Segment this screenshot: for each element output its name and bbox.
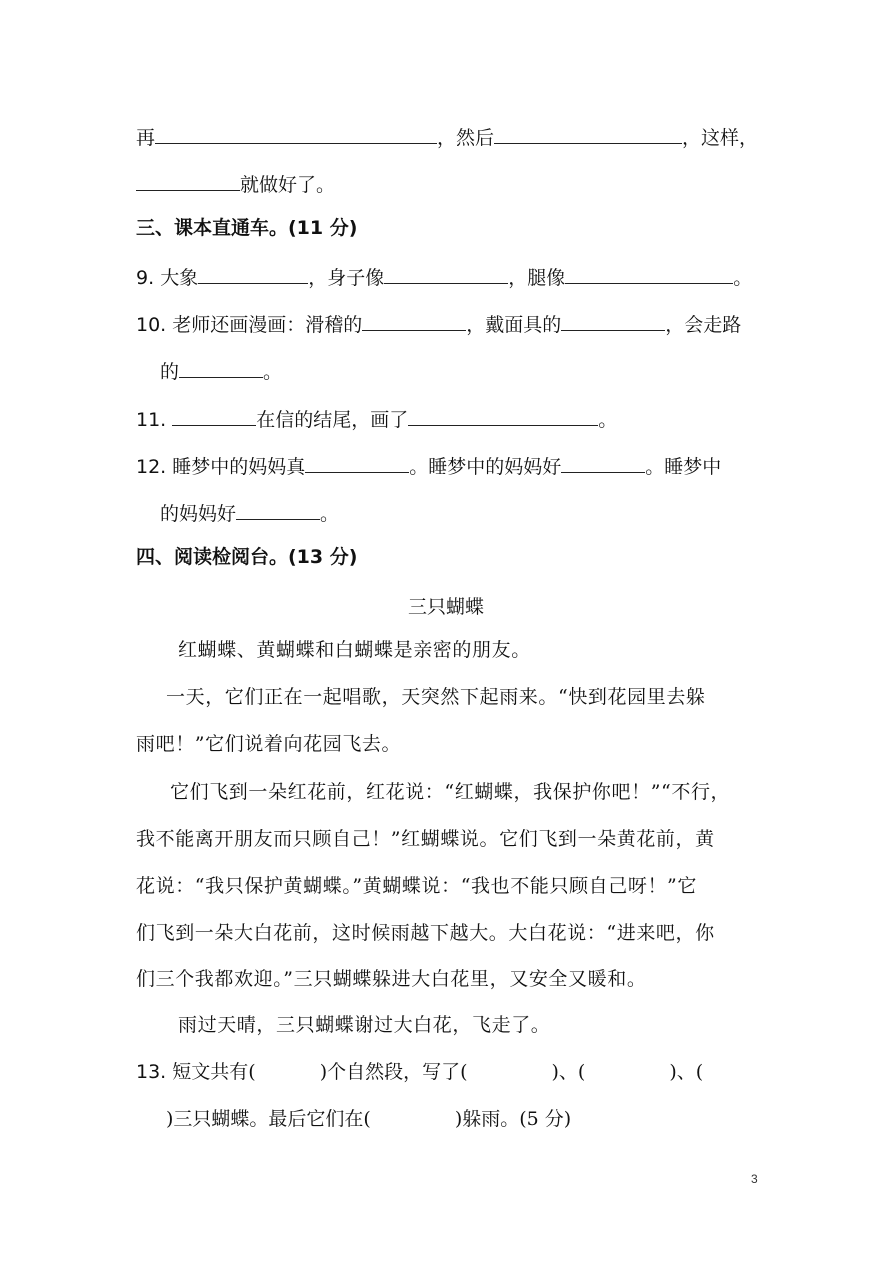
q13-text-5: )三只蝴蝶。最后它们在( [166,1108,371,1130]
q12-text-3: 。睡梦中 [645,456,722,478]
section-heading-3: 三、课本直通车。(11 分) [136,217,358,239]
answer-blank[interactable] [198,266,308,284]
question-13 [136,1063,703,1082]
q13-text-6: )躲雨。(5 分) [454,1108,572,1130]
answer-blank[interactable] [408,408,598,426]
q13-text-2: )个自然段，写了( [319,1061,468,1083]
answer-blank[interactable] [136,173,240,191]
question-number: 9. [136,267,155,289]
answer-blank[interactable] [172,408,256,426]
q10-end: 。 [263,361,283,383]
cont-suffix: ，这样， [682,127,759,149]
story-line: 们三个我都欢迎。”三只蝴蝶躲进大白花里，又安全又暖和。 [136,968,647,990]
q9-end: 。 [733,267,753,289]
cont-line2-suffix: 就做好了。 [240,174,336,196]
question-number: 10. [136,314,167,336]
page-number: 3 [751,1172,758,1186]
q9-text-2: ，身子像 [308,267,385,289]
q12-end: 。 [320,503,340,525]
q13-text-4: )、( [669,1061,704,1083]
answer-blank[interactable] [179,360,263,378]
q9-text-1: 大象 [160,267,199,289]
q10-text-2: ，戴面具的 [466,314,562,336]
q10-text-3: ，会走路 [665,314,742,336]
q13-text-1: 短文共有( [172,1061,256,1083]
story-line: 雨过天晴，三只蝴蝶谢过大白花，飞走了。 [178,1014,551,1036]
question-10-cont [160,360,282,382]
question-12-cont [160,502,339,524]
story-line: 一天，它们正在一起唱歌，天突然下起雨来。“快到花园里去躲 [166,686,706,708]
q12-text-1: 睡梦中的妈妈真 [172,456,306,478]
answer-blank[interactable] [362,313,466,331]
question-9 [136,266,752,288]
q9-text-3: ，腿像 [508,267,566,289]
answer-blank[interactable] [155,126,437,144]
story-title: 三只蝴蝶 [407,596,484,618]
question-number: 11. [136,409,167,431]
question-12 [136,455,721,477]
answer-blank[interactable] [236,502,320,520]
story-line: 花说：“我只保护黄蝴蝶。”黄蝴蝶说：“我也不能只顾自己呀！”它 [136,875,697,897]
answer-blank[interactable] [384,266,508,284]
q13-text-3: )、( [551,1061,586,1083]
question-13-cont [166,1110,571,1129]
cont-line-2 [136,173,335,195]
story-line: 雨吧！”它们说着向花园飞去。 [136,733,402,755]
cont-prefix: 再 [136,127,156,149]
q11-text-1: 在信的结尾，画了 [256,409,409,431]
q12-text-4: 的妈妈好 [160,503,237,525]
q10-text-4: 的 [160,361,180,383]
cont-mid: ，然后 [437,127,495,149]
question-11 [136,408,617,430]
story-line: 红蝴蝶、黄蝴蝶和白蝴蝶是亲密的朋友。 [178,639,531,661]
question-number: 13. [136,1061,167,1083]
section-heading-4: 四、阅读检阅台。(13 分) [136,546,358,568]
story-line: 它们飞到一朵红花前，红花说：“红蝴蝶，我保护你吧！”“不行， [170,781,731,803]
cont-line-1 [136,126,758,148]
q12-text-2: 。睡梦中的妈妈好 [409,456,562,478]
answer-blank[interactable] [561,313,665,331]
answer-blank[interactable] [305,455,409,473]
answer-blank[interactable] [494,126,682,144]
question-10 [136,313,741,335]
story-line: 我不能离开朋友而只顾自己！”红蝴蝶说。它们飞到一朵黄花前，黄 [136,828,715,850]
q11-end: 。 [598,409,618,431]
story-line: 们飞到一朵大白花前，这时候雨越下越大。大白花说：“进来吧，你 [136,922,715,944]
q10-text-1: 老师还画漫画：滑稽的 [172,314,363,336]
answer-blank[interactable] [561,455,645,473]
question-number: 12. [136,456,167,478]
answer-blank[interactable] [565,266,733,284]
